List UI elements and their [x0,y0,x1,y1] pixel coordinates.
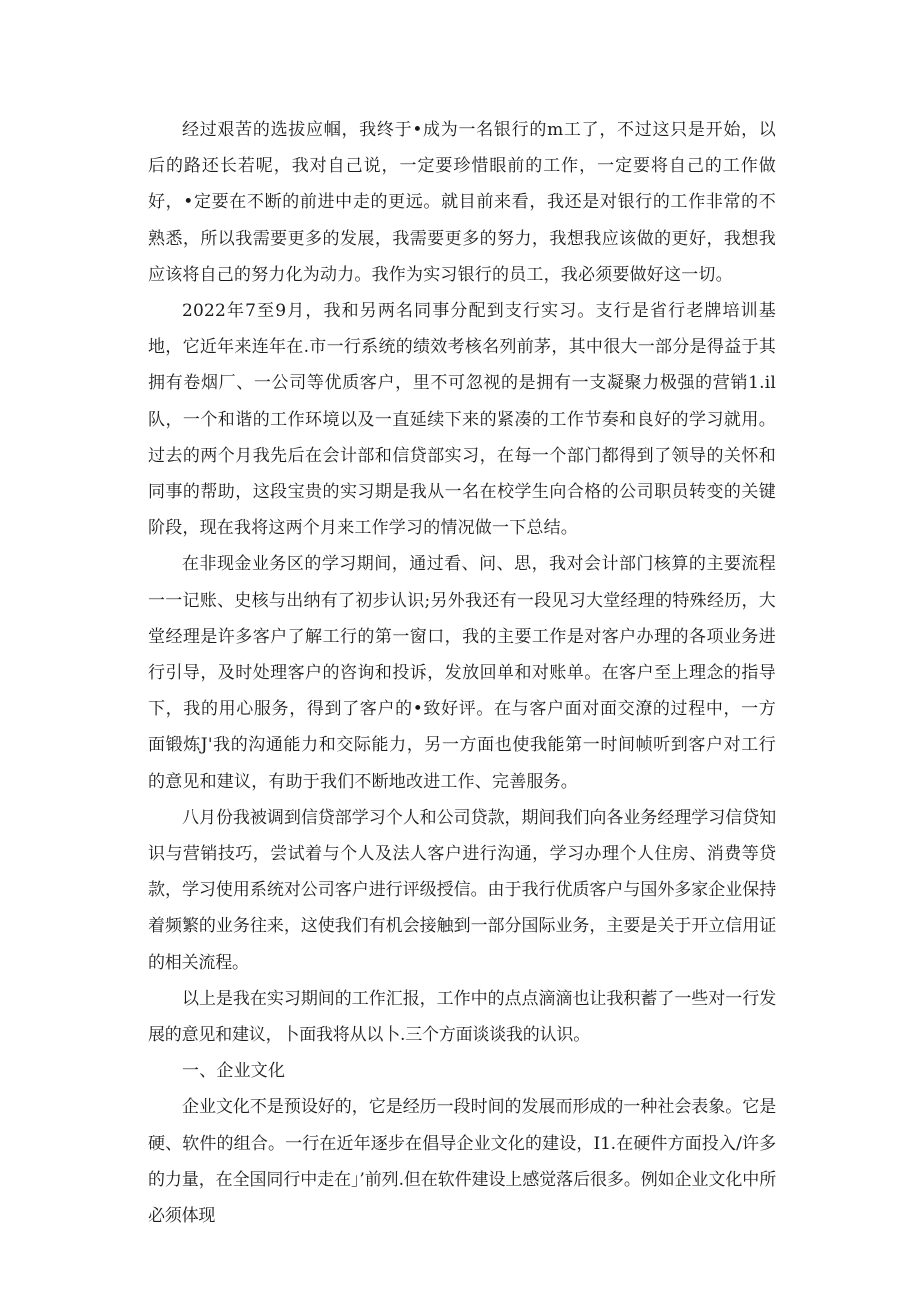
paragraph-credit-department: 八月份我被调到信贷部学习个人和公司贷款，期间我们向各业务经理学习信贷知识与营销技巧，尝试着与个人及法人客户进行沟通，学习办理个人住房、消费等贷款，学习使用系统对公司客户进行评级授信。由于我行优质客户与国外多家企业保持着频繁的业务往来，这使我们有机会接触到一部分国际业务，主要是关于开立信用证的相关流程。 [148,807,776,973]
paragraph-intro: 经过艰苦的选拔应帼，我终于•成为一名银行的m工了，不过这只是开始，以后的路还长若呢，我对自己说，一定要珍惜眼前的工作，一定要将自己的工作做好，•定要在不断的前进中走的更远。就目前来看，我还是对银行的工作非常的不熟悉，所以我需要更多的发展，我需要更多的努力，我想我应该做的更好，我想我应该将自己的努力化为动力。我作为实习银行的员工，我必须要做好这一切。 [148,120,776,285]
paragraph-internship-overview: 2022年7至9月，我和另两名同事分配到支行实习。支行是省行老牌培训基地，它近年来连年在.市一行系统的绩效考核名列前茅，其中很大一部分是得益于其拥有卷烟厂、一公司等优质客户，里不可忽视的是拥有一支凝聚力极强的营销1.il队，一个和谐的工作环境以及一直延续下来的紧凑的工作节奏和良好的学习就用。过去的两个月我先后在会计部和信贷部实习，在每一个部门都得到了领导的关怀和同事的帮助，这段宝贵的实习期是我从一名在校学生向合格的公司职员转变的关键阶段，现在我将这两个月来工作学习的情况做一下总结。 [148,301,776,539]
section-heading-corporate-culture: 一、企业文化 [182,1061,286,1082]
paragraph-summary: 以上是我在实习期间的工作汇报，工作中的点点滴滴也让我积蓄了一些对一行发展的意见和建议，卜面我将从以卜.三个方面谈谈我的认识。 [148,988,776,1046]
document-body [148,112,776,1234]
paragraph-corporate-culture: 企业文化不是预设好的，它是经历一段时间的发展而形成的一种社会表象。它是硬、软件的组合。一行在近年逐步在倡导企业文化的建设，I1.在硬件方面投入/许多的力量，在全国同行中走在」’前列.但在软件建设上感觉落后很多。例如企业文化中所必须体现 [148,1097,776,1227]
paragraph-accounting-department: 在非现金业务区的学习期间，通过看、问、思，我对会计部门核算的主要流程一一记账、史核与出纳有了初步认识;另外我还有一段见习大堂经理的特殊经历，大堂经理是许多客户了解工行的第一窗口，我的主要工作是对客户办理的各项业务进行引导，及时处理客户的咨询和投诉，发放回单和对账单。在客户至上理念的指导下，我的用心服务，得到了客户的•致好评。在与客户面对面交潦的过程中，一方面锻炼J'我的沟通能力和交际能力，另一方面也使我能第一时间帧听到客户对工行的意见和建议，有助于我们不断地改进工作、完善服务。 [148,554,776,792]
